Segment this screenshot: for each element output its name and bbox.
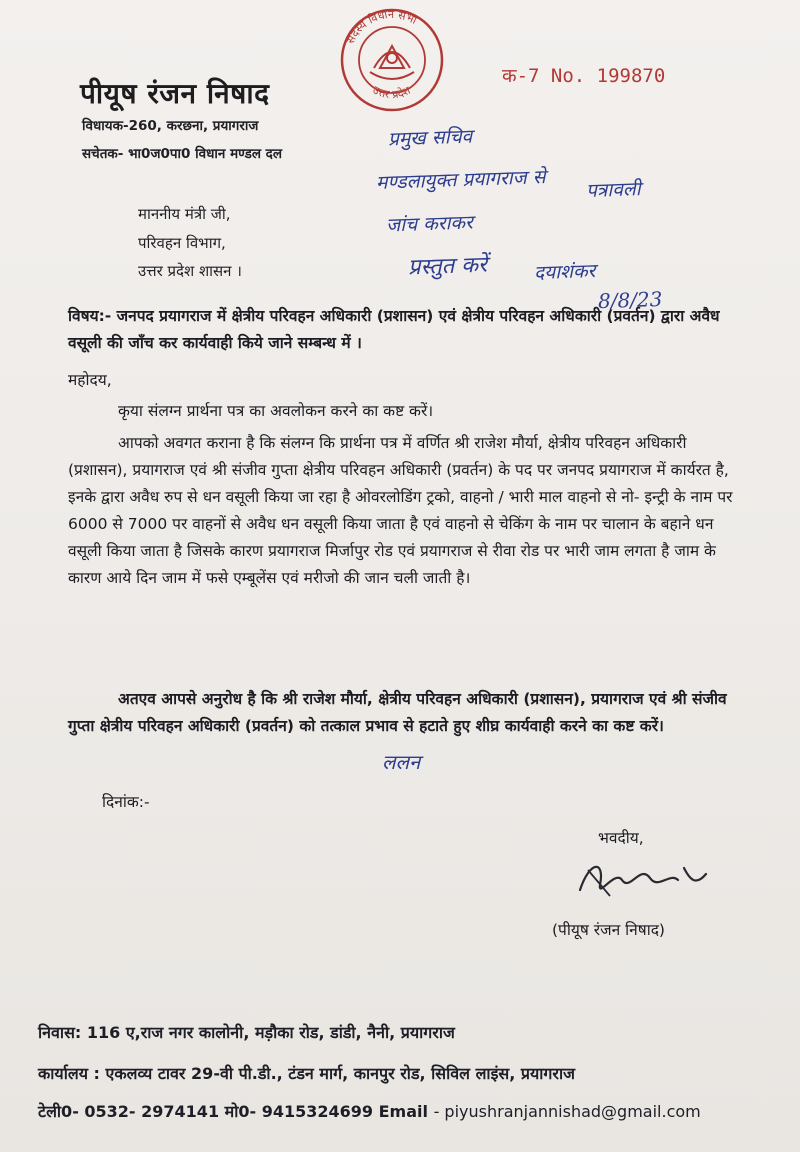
- letter-subject: विषय:- जनपद प्रयागराज में क्षेत्रीय परिवहन अधिकारी (प्रशासन) एवं क्षेत्रीय परिवहन अधिकारी (प्रवर्तन) द्वारा अवैध वसूली की जाँच कर कार्यवाही किये जाने सम्बन्ध में ।: [68, 307, 720, 352]
- email-label: Email: [378, 1102, 428, 1121]
- closing-text: भवदीय,: [598, 829, 644, 847]
- handwritten-initials: ललन: [382, 750, 421, 774]
- sender-name: पीयूष रंजन निषाद: [80, 77, 270, 110]
- body-paragraph: आपको अवगत कराना है कि संलग्न कि प्रार्थना पत्र में वर्णित श्री राजेश मौर्या, क्षेत्रीय परिवहन अधिकारी (प्रशासन), प्रयागराज एवं श्री संजीव गुप्ता क्षेत्रीय परिवहन अधिकारी (प्रवर्तन) के पद पर जनपद प्रयागराज में कार्यरत है, इनके द्वारा अवैध रुप से धन वसूली किया जा रहा है ओवरलोडिंग ट्रको, वाहनो / भारी माल वाहनो से नो- इन्ट्री के नाम पर 6000 से 7000 पर वाहनों से अवैध धन वसूली किया जाता है एवं वाहनो से चेकिंग के नाम पर चालान के बहाने धन वसूली किया जाता है जिसके कारण प्रयागराज मिर्जापुर रोड एवं प्रयागराज से रीवा रोड पर भारी जाम लगता है जाम के कारण आये दिन जाम में फसे एम्बूलेंस एवं मरीजो की जान चली जाती है।: [68, 434, 733, 587]
- signatory-name: (पीयूष रंजन निषाद): [552, 921, 665, 939]
- handwritten-note: प्रस्तुत करें: [407, 252, 488, 281]
- svg-text:उत्तर प्रदेश: [370, 83, 413, 101]
- phone-numbers: टेली0- 0532- 2974141 मो0- 9415324699: [38, 1102, 374, 1121]
- handwritten-signature-text: दयाशंकर: [533, 259, 596, 285]
- handwritten-note: पत्रावली: [585, 178, 641, 202]
- signature-icon: [560, 850, 720, 910]
- handwritten-date: 8/8/23: [597, 286, 663, 314]
- date-label: दिनांक:-: [102, 793, 150, 811]
- sender-party-role: सचेतक- भा0ज0पा0 विधान मण्डल दल: [82, 146, 282, 162]
- salutation: महोदय,: [68, 371, 112, 389]
- addressee-line: माननीय मंत्री जी,: [138, 205, 231, 223]
- body-paragraph: कृया संलग्न प्रार्थना पत्र का अवलोकन करने का कष्ट करें।: [118, 402, 434, 420]
- handwritten-note: मण्डलायुक्त प्रयागराज से: [375, 166, 546, 194]
- office-address: कार्यालय : एकलव्य टावर 29-वी पी.डी., टंडन मार्ग, कानपुर रोड, सिविल लाइंस, प्रयागराज: [38, 1064, 575, 1083]
- handwritten-note: प्रमुख सचिव: [387, 125, 473, 151]
- addressee-line: परिवहन विभाग,: [138, 234, 226, 252]
- body-paragraph: अतएव आपसे अनुरोध है कि श्री राजेश मौर्या, क्षेत्रीय परिवहन अधिकारी (प्रशासन), प्रयागराज एवं श्री संजीव गुप्ता क्षेत्रीय परिवहन अधिकारी (प्रवर्तन) को तत्काल प्रभाव से हटाते हुए शीघ्र कार्यवाही करने का कष्ट करें।: [68, 690, 727, 735]
- reference-number: क-7 No. 199870: [502, 65, 666, 87]
- email-address[interactable]: - piyushranjannishad@gmail.com: [433, 1102, 701, 1121]
- sender-designation: विधायक-260, करछना, प्रयागराज: [82, 118, 259, 134]
- addressee-line: उत्तर प्रदेश शासन ।: [138, 262, 242, 280]
- contact-line: [38, 1100, 701, 1122]
- seal-top-text: सदस्य विधान सभा: [343, 7, 419, 46]
- assembly-seal-icon: [332, 6, 452, 116]
- residence-address: निवास: 116 ए,राज नगर कालोनी, मड़ौका रोड, डांडी, नैनी, प्रयागराज: [38, 1023, 455, 1042]
- seal-bottom-text: उत्तर प्रदेश: [370, 83, 413, 102]
- handwritten-note: जांच कराकर: [385, 211, 474, 237]
